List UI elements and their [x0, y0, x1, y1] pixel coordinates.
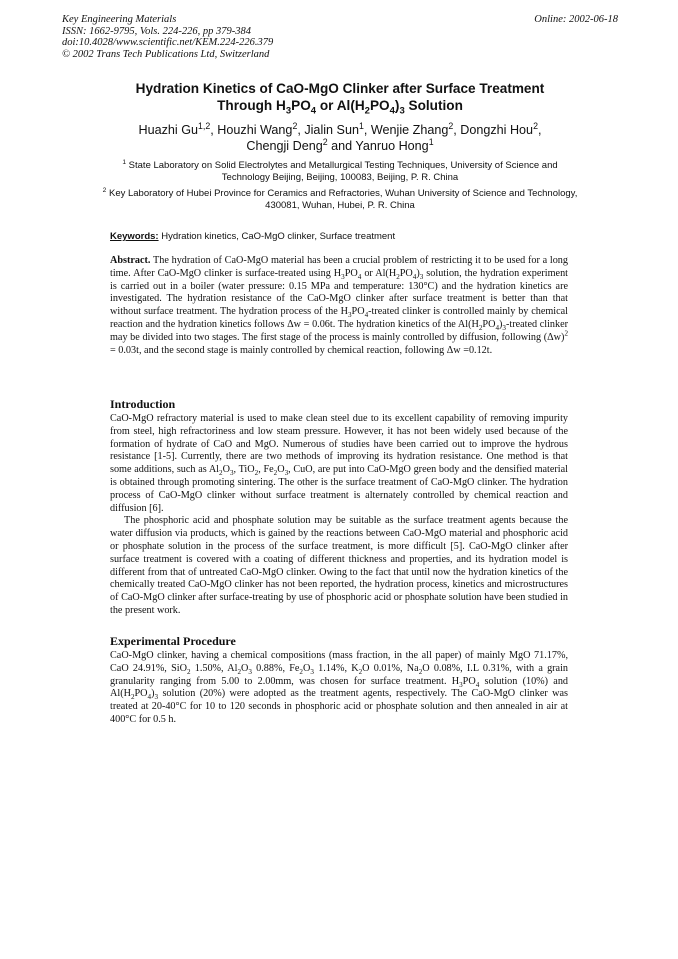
exp-sub: 2 [418, 667, 423, 676]
intro-sub: 2 [273, 469, 278, 478]
abstract-frag: PO [344, 267, 358, 279]
copyright-line: © 2002 Trans Tech Publications Ltd, Switzerland [62, 48, 270, 60]
abstract-sub: 3 [341, 272, 345, 281]
abstract-frag: The hydration of CaO-MgO material has been a crucial problem of restricting it to be used for a long time. After CaO-MgO clinker is surface-treated using H [110, 255, 568, 279]
affil-text: State Laboratory on Solid Electrolytes and Metallurgical Testing Techniques, University of Science and Technology Beijing, Beijing, 100083, Beijing, P. R. China [126, 160, 558, 183]
exp-sub: 3 [248, 667, 252, 676]
abstract-sub: 4 [412, 272, 417, 281]
exp-sub: 2 [299, 667, 303, 676]
abstract-frag: ) [499, 318, 503, 330]
abstract-sup: 2 [564, 329, 568, 338]
exp-sub: 3 [459, 680, 463, 689]
affiliation-1 [100, 160, 580, 184]
author: and Yanruo Hong [327, 139, 429, 153]
author: Huazhi Gu [138, 123, 199, 137]
keywords-text: Hydration kinetics, CaO-MgO clinker, Surface treatment [158, 231, 396, 242]
title-line-2 [62, 97, 618, 117]
abstract-sub: 4 [364, 311, 369, 320]
title-sub: 4 [310, 105, 317, 117]
exp-frag: 1.50%, Al [190, 662, 238, 674]
author-line-1 [62, 122, 618, 138]
author: , Jialin Sun [297, 123, 359, 137]
author: Chengji Deng [246, 139, 323, 153]
title-sub: 2 [364, 105, 370, 117]
title-frag: ) [394, 98, 400, 113]
exp-sub: 3 [310, 667, 314, 676]
author-affil: 1 [428, 136, 434, 147]
author-list [62, 122, 618, 154]
title-frag: Solution [404, 98, 463, 113]
keywords [110, 231, 570, 243]
exp-frag: O [241, 662, 249, 674]
title-sub: 4 [389, 105, 395, 117]
exp-sub: 4 [475, 680, 480, 689]
intro-frag: O [277, 464, 285, 476]
journal-name: Key Engineering Materials [62, 14, 177, 25]
experimental-heading: Experimental Procedure [110, 634, 236, 648]
abstract-frag: PO [351, 306, 365, 318]
journal-header [62, 14, 618, 60]
intro-frag: CaO-MgO refractory material is used to make clean steel due to its excellent capability of removing impurity from steel, high refractoriness and low steam pressure. However, it has not been widely used because of the formation of hydrate of CaO and MgO. Numerous of studies have been carried out to improve the hydrous resistance [1-5]. Currently, there are two methods of improving its hydration resistance. One method is that some additions, such as Al [110, 413, 568, 476]
author-line-2 [62, 138, 618, 154]
abstract-sub: 4 [357, 272, 362, 281]
experimental-body [110, 650, 568, 727]
author: , Houzhi Wang [210, 123, 293, 137]
exp-frag: solution (20%) were adopted as the treatment agents, respectively. The CaO-MgO clinker was treated at 20-40°C for 10 to 120 seconds in phosphoric acid or phosphate solution and then annealed in air at 400°C for 0.5 h. [110, 688, 568, 725]
exp-frag: 0.88%, Fe [251, 662, 300, 674]
abstract-sub: 3 [502, 324, 506, 333]
affil-text: Key Laboratory of Hubei Province for Ceramics and Refractories, Wuhan University of Science and Technology, 430081, Wuhan, Hubei, P. R. China [106, 188, 578, 211]
exp-frag: O [302, 662, 311, 674]
author-sep: , [537, 123, 542, 137]
intro-frag: , Fe [258, 464, 274, 476]
title-frag: Through H [217, 98, 286, 113]
author-affil: 1,2 [198, 120, 211, 131]
author: , Dongzhi Hou [453, 123, 534, 137]
abstract [110, 255, 568, 357]
abstract-label: Abstract. [110, 255, 151, 266]
exp-sub: 3 [154, 693, 159, 702]
exp-frag: ) [151, 688, 155, 700]
title-frag: PO [369, 98, 390, 113]
abstract-sub: 3 [419, 272, 424, 281]
title-frag: or Al(H [316, 98, 365, 113]
exp-sub: 2 [237, 667, 241, 676]
intro-paragraph-1 [110, 413, 568, 515]
abstract-frag: PO [399, 267, 413, 279]
exp-frag: O 0.01%, Na [362, 662, 419, 674]
online-date: Online: 2002-06-18 [534, 14, 618, 25]
abstract-sub: 2 [396, 272, 400, 281]
exp-frag: 1.14%, K [313, 662, 359, 674]
abstract-frag: or Al(H [361, 267, 397, 279]
title-line-1: Hydration Kinetics of CaO-MgO Clinker after Surface Treatment [135, 81, 545, 96]
keywords-label: Keywords: [110, 231, 159, 242]
exp-frag: O 0.08%, I.L 0.31%, with a grain granularity ranging from 5.00 to 2.00mm, was chosen for surface treatment. H [110, 662, 569, 687]
intro-sub: 2 [254, 469, 259, 478]
intro-sub: 3 [229, 469, 234, 478]
introduction-heading: Introduction [110, 397, 176, 411]
abstract-frag: PO [482, 318, 496, 330]
intro-paragraph-2: The phosphoric acid and phosphate solution may be suitable as the surface treatment agents because the water diffusion via products, which is gained by the reactions between CaO-MgO material and phosphoric acid or phosphate solution in the process of the surface treatment, is more difficult [5]. CaO-MgO clinker after surface treatment is covered with a coating of different thickness and properties, and its hydration model is different from that of untreated CaO-MgO clinker. Owing to the fact that until now the hydration kinetics of the chemically treated CaO-MgO clinker has not been reported, the hydration process, kinetics and microstructures of CaO-MgO clinker after surface-treating by use of phosphoric acid or phosphate solution have been studied in the present work. [110, 515, 568, 616]
intro-sub: 2 [219, 469, 223, 478]
title-sub: 3 [285, 105, 292, 117]
author: , Wenjie Zhang [363, 123, 449, 137]
abstract-sub: 3 [347, 311, 352, 320]
author-affil: 2 [322, 136, 328, 147]
abstract-frag: solution, the hydration experiment is carried out in a boiler (water pressure: 0.15 MPa and temperature: 130°C) and the hydration kinetics are investigated. The hydration resistance of the CaO-MgO clinker after surface treatment is better than that without surface treatment. The hydration process of the H [110, 267, 568, 318]
abstract-sub: 2 [478, 324, 483, 333]
intro-frag: , CuO, are put into CaO-MgO green body and the densified material is obtained through promoting sintering. The other is the surface treatment of CaO-MgO clinker. The hydration process of CaO-MgO clinker without surface treatment is alternately controlled by chemical reaction and diffusion [6]. [110, 464, 568, 514]
exp-frag: PO [134, 688, 148, 700]
experimental-paragraph [110, 650, 568, 727]
exp-frag: solution (10%) and Al(H [110, 675, 569, 700]
author-affil: 1 [358, 120, 364, 131]
intro-frag: O [222, 464, 230, 476]
abstract-frag: ) [416, 267, 420, 279]
exp-sub: 2 [186, 667, 191, 676]
abstract-frag: -treated clinker may be divided into two stages. The first stage of the process is mainly controlled by diffusion, following (Δw) [110, 318, 569, 343]
affiliation-2 [100, 188, 580, 212]
abstract-sub: 4 [495, 324, 499, 333]
author-affil: 2 [448, 120, 454, 131]
affil-marker: 2 [102, 186, 107, 194]
paper-title [62, 80, 618, 117]
exp-sub: 4 [147, 693, 152, 702]
issn-line: ISSN: 1662-9795, Vols. 224-226, pp 379-384 [62, 25, 251, 37]
introduction-body [110, 413, 568, 618]
abstract-frag: = 0.03t, and the second stage is mainly controlled by chemical reaction, following Δw =0.12t. [110, 344, 493, 356]
author-affil: 2 [533, 120, 538, 131]
author-affil: 2 [292, 120, 298, 131]
affil-marker: 1 [122, 158, 127, 166]
doi-line: doi:10.4028/www.scientific.net/KEM.224-226.379 [62, 37, 274, 48]
exp-sub: 2 [358, 667, 363, 676]
exp-frag: CaO-MgO clinker, having a chemical compositions (mass fraction, in the all paper) of mainly MgO 71.17%, CaO 24.91%, SiO [110, 650, 568, 674]
abstract-frag: -treated clinker is controlled mainly by chemical reaction and the hydration kinetics follows Δw = 0.06t. The hydration kinetics of the Al(H [110, 306, 569, 330]
intro-frag: , TiO [233, 464, 255, 476]
title-sub: 3 [399, 105, 405, 117]
title-frag: PO [291, 98, 311, 113]
exp-frag: PO [462, 675, 476, 687]
exp-sub: 2 [130, 693, 135, 702]
intro-sub: 3 [284, 469, 289, 478]
